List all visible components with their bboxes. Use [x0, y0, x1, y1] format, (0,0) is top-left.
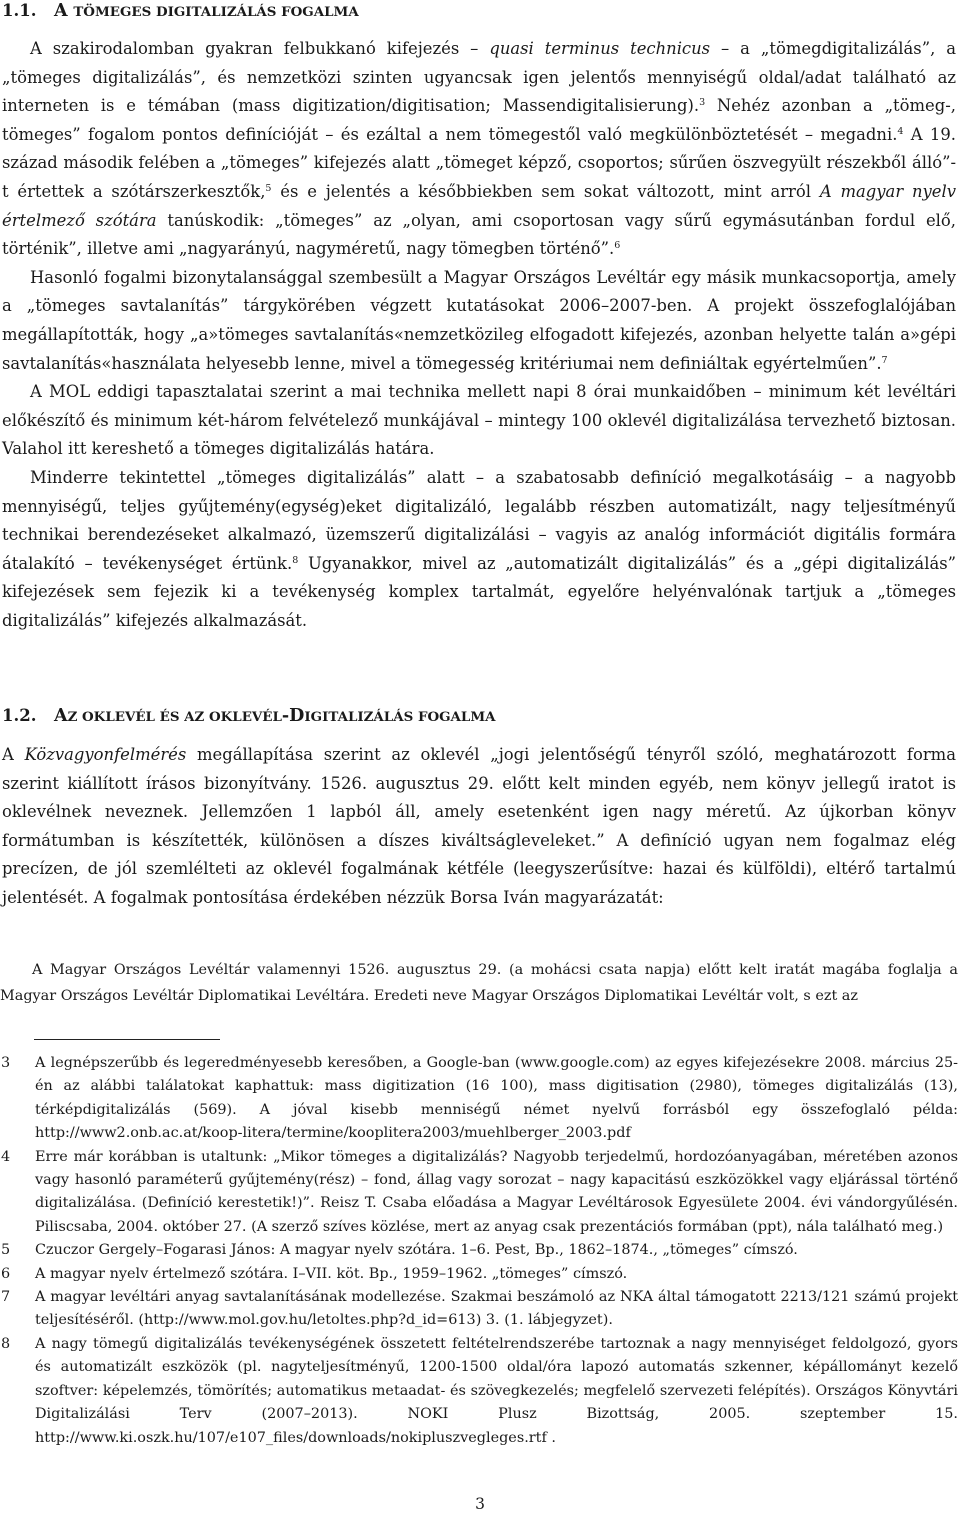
- italic-source: Közvagyonfelmérés: [24, 745, 187, 764]
- paragraph-1: A szakirodalomban gyakran felbukkanó kifejezés – quasi terminus technicus – a „tömegdigitalizálás”, a „tömeges digitalizálás”, és nemzetközi szinten ugyancsak igen jelentős mennyiségű oldal/adat található az interneten is e témában (mass digitization/digitisation; Massendigitalisierung).$^3$ Nehéz azonban a „tömeg-, tömeges” fogalom pontos definícióját – és ezáltal a nem tömegestől való megkülönböztetését – megadni.$^4$ A 19. század második felében a „tömeges” kifejezés alatt „tömeget képző, csoportos; sűrűen öszvegyült részekből álló”-t értettek a szótárszerkesztők,$^5$ és e jelentés a későbbiekben sem sokat változott, mint arról A magyar nyelv értelmező szótára tanúskodik: „tömeges” az „olyan, ami csoportosan vagy sűrű egymásutánban fordul elő, történik”, illetve ami „nagyarányú, nagyméretű, nagy tömegben történő”.$^6$: [2, 39, 957, 259]
- footnote-5: [0, 1239, 958, 1262]
- footnote-mark: 7: [1, 1289, 11, 1306]
- paragraph-3: A MOL eddigi tapasztalatai szerint a mai technika mellett napi 8 órai munkaidőben – minimum két levéltári előkészítő és minimum két-három felvételező munkájával – mintegy 100 oklevél digitalizálása tervezhető biztosan. Valahol itt kereshető a tömeges digitalizálás határa.: [2, 382, 956, 459]
- section-title-initial: A: [54, 1, 68, 21]
- section-heading-1-1: [2, 1, 359, 21]
- main-text-block: [2, 35, 956, 635]
- footnote-text: Erre már korábban is utaltunk: „Mikor tömeges a digitalizálás? Nagyobb terjedelmű, hordozóanyagában, méretében azonos vagy hasonló paraméterű gyűjtemény(rész) – fond, állag vagy sorozat – nagy kapacitású eszközökkel vagy eljárással történő digitalizálása. (Definíció kerestetik!)”. Reisz T. Csaba előadása a Magyar Levéltárosok Egyesülete 2004. évi vándorgyűlésén. Piliscsaba, 2004. október 27. (A szerző szíves közlése, mert az anyag csak prezentációs formában (ppt), nála található meg.): [35, 1148, 958, 1235]
- footnote-text: A magyar nyelv értelmező szótára. I–VII. köt. Bp., 1959–1962. „tömeges” címszó.: [35, 1265, 628, 1282]
- footnote-mark: 8: [1, 1335, 11, 1352]
- footnote-ref[interactable]: 3: [699, 97, 706, 109]
- footnote-ref[interactable]: 6: [614, 240, 621, 252]
- section-number: 1.1.: [2, 1, 37, 20]
- footnote-text: Czuczor Gergely–Fogarasi János: A magyar nyelv szótára. 1–6. Pest, Bp., 1862–1874., „tömeges” címszó.: [35, 1242, 798, 1259]
- footnote-text: A nagy tömegű digitalizálás tevékenységének összetett feltételrendszerébe tartoznak a nagy mennyiséget feldolgozó, gyors és automatizált eszközök (pl. nagyteljesítményű, 1200-1500 oldal/óra lapozó automatás szkenner, képállományt kezelő szoftver: képelemzés, tömörítés; automatikus metaadat- és szövegkezelés; megfelelő szervezeti felépítés). Országos Könyvtári Digitalizálási Terv (2007–2013). NOKI Plusz Bizottság, 2005. szeptember 15. http://www.ki.oszk.hu/107/e107_files/downloads/nokipluszvegleges.rtf .: [35, 1335, 958, 1446]
- footnote-text: A legnépszerűbb és legeredményesebb keresőben, a Google-ban (www.google.com) az egyes kifejezésekre 2008. március 25-én az alábbi találatokat kaphattuk: mass digitization (16 100), mass digitisation (2980), tömeges digitalizálás (13), térképdigitalizálás (569). A jóval kisebb menniségű német nyelvű forrásból egy összefoglaló példa: http://www2.onb.ac.at/koop-litera/termine/kooplitera2003/muehlberger_2003.pdf: [35, 1055, 958, 1142]
- footnote-4: [0, 1146, 958, 1240]
- footnote-7: [0, 1286, 958, 1333]
- footnote-ref[interactable]: 8: [292, 554, 299, 566]
- footnote-mark: 3: [1, 1055, 11, 1071]
- section-2-text: [2, 741, 956, 913]
- paragraph-5: A Közvagyonfelmérés megállapítása szerint az oklevél „jogi jelentőségű tényről szóló, meghatározott forma szerint kiállított írásos bizonyítvány. 1526. augusztus 29. előtt kelt minden egyéb, nem könyv jellegű iratot is oklevélnek neveznek. Jellemzően 1 lapból áll, amely esetenként igen nagy méretű. Az újkorban könyv formátumban is készítették, különösen a díszes kiváltságleveleket.” A definíció ugyan nem fogalmaz elég precízen, de jól szemlélteti az oklevél fogalmának kétféle (leegyszerűsítve: hazai és külföldi), eltérő tartalmú jelentését. A fogalmak pontosítása érdekében nézzük Borsa Iván magyarázatát:: [2, 745, 956, 907]
- footnote-mark: 5: [1, 1242, 11, 1259]
- page-number: 3: [475, 1495, 485, 1513]
- footnote-3: [0, 1052, 958, 1146]
- quoted-continuation: [0, 957, 958, 1009]
- paragraph-4: Minderre tekintettel „tömeges digitalizálás” alatt – a szabatosabb definíció megalkotásáig – a nagyobb mennyiségű, teljes gyűjtemény(egység)eket digitalizáló, legalább részben automatizált, nagy teljesítményű technikai berendezéseket alkalmazó, üzemszerű digitalizálási – vagyis az analóg információt digitális formára átalakító – tevékenységet értünk.$^8$ Ugyanakkor, mivel az „automatizált digitalizálás” és a „gépi digitalizálás” kifejezések sem fejezik ki a tevékenység komplex tartalmát, egyelőre helyénvalónak tartjuk a „tömeges digitalizálás” kifejezés alkalmazását.: [2, 467, 957, 630]
- footnote-ref[interactable]: 4: [897, 125, 904, 137]
- quote-text: A Magyar Országos Levéltár valamennyi 1526. augusztus 29. (a mohácsi csata napja) előtt kelt iratát magába foglalja a Magyar Országos Levéltár Diplomatikai Levéltára. Eredeti neve Magyar Országos Diplomatikai Levéltár volt, s ezt az: [0, 962, 958, 1004]
- footnotes: [0, 1052, 958, 1450]
- footnote-separator: [34, 1039, 220, 1040]
- footnote-mark: 6: [1, 1265, 11, 1282]
- paragraph-2: Hasonló fogalmi bizonytalansággal szembesült a Magyar Országos Levéltár egy másik munkacsoportja, amely a „tömeges savtalanítás” tárgykörében végzett kutatásokat 2006–2007-ben. A projekt összefoglalójában megállapították, hogy „a»tömeges savtalanítás«nemzetközileg elfogadott kifejezés, azonban helyette talán a»gépi savtalanítás«használata helyesebb lenne, mivel a tömegesség kritériumai nem definiáltak egyértelműen”.$^7$: [2, 267, 956, 373]
- italic-title: A magyar nyelv értelmező szótára: [2, 181, 956, 230]
- footnote-8: [0, 1333, 958, 1450]
- footnote-ref[interactable]: 7: [881, 354, 888, 366]
- section-heading-1-2: 1.2. AZ OKLEVÉL ÉS AZ OKLEVÉL-DIGITALIZÁLÁS FOGALMA: [2, 706, 496, 726]
- footnote-ref[interactable]: 5: [265, 182, 272, 194]
- section-title-rest: TÖMEGES DIGITALIZÁLÁS FOGALMA: [73, 4, 359, 20]
- section-number: 1.2.: [2, 706, 37, 725]
- footnote-6: [0, 1263, 958, 1286]
- footnote-mark: 4: [1, 1148, 11, 1165]
- italic-term: quasi terminus technicus: [489, 39, 711, 58]
- footnote-text: A magyar levéltári anyag savtalanításának modellezése. Szakmai beszámoló az NKA által támogatott 2213/121 számú projekt teljesítéséről. (http://www.mol.gov.hu/letoltes.php?d_id=613) 3. (1. lábjegyzet).: [35, 1289, 958, 1329]
